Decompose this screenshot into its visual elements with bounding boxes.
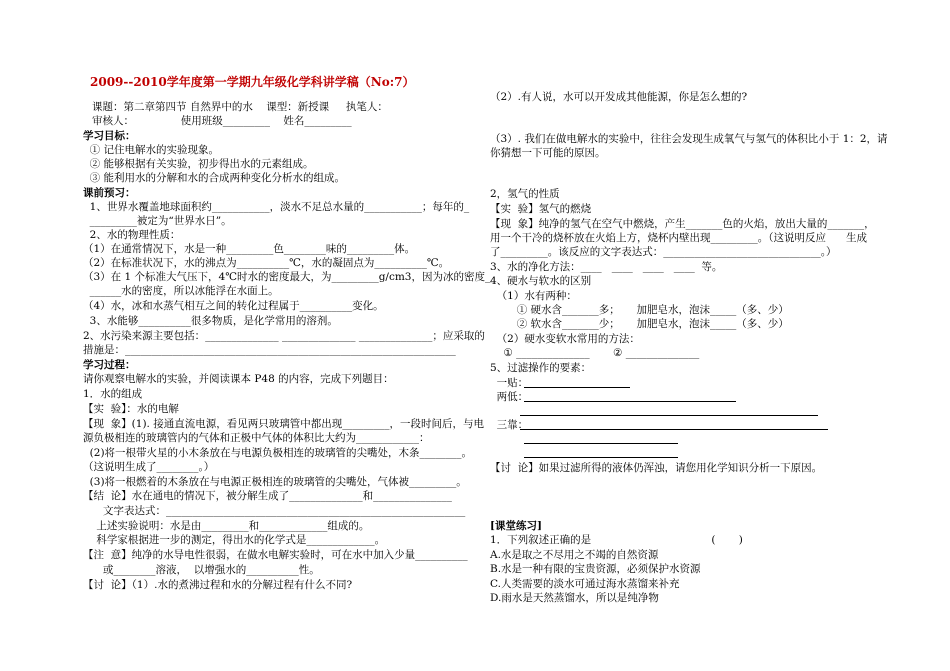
objective-item: ③ 能利用水的分解和水的合成两种变化分析水的组成。 [83,172,346,184]
preview-line: （1）在通常情况下，水是一种_________色________味的_________体。 [83,243,416,255]
process-line: 【讨 论】（1）.水的煮沸过程和水的分解过程有什么不同? [83,579,353,591]
preview-line: （3）在 1 个标准大气压下，4℃时水的密度最大，为_________g/cm3，因为冰的密度_ [83,271,491,283]
hard-soft-line: ① ______________ ② ______________ [490,347,700,359]
answer-line [520,429,828,430]
process-line: （这说明生成了________。） [83,461,215,473]
process-line: (3)将一根燃着的木条放在与电源正极相连的玻璃管的尖嘴处，气体被_________。 [83,476,467,488]
filtration-heading: 5、过滤操作的要素： [490,362,592,374]
process-line: 【注 意】纯净的水导电性很弱，在做水电解实验时，可在水中加入少量__________ [83,549,468,561]
preview-line: （4）水，冰和水蒸气相互之间的转化过程属于__________变化。 [83,300,384,312]
practice-question: 1．下列叙述正确的是 ( ) [490,534,743,546]
hard-soft-heading: 4、硬水与软水的区别 [490,275,592,287]
preview-line: ______水的密度，所以冰能浮在水面上。 [83,285,279,297]
preview-line: 2、水污染来源主要包括：______________ ______________ ______________；应采取的 [83,330,485,342]
practice-option: C.人类需要的淡水可通过海水蒸馏来补充 [490,578,680,590]
answer-line [524,457,678,458]
answer-line [520,415,818,416]
hydrogen-line: 用一个干冷的烧杯放在火焰上方，烧杯内壁出现_________。（这说明反应 生成 [490,232,868,244]
process-line: (2)将一根带火星的小木条放在与电源负极相连的玻璃管的尖嘴处，木条________。 [83,447,473,459]
process-line: 源负极相连的玻璃管内的气体和正极中气体的体积比大约为____________： [83,432,430,444]
preview-line: 措施是：_______________________________________________________________ [83,344,456,356]
process-line: 【实 验】：水的电解 [83,403,179,415]
lesson-info-line: 课题：第二章第四节 自然界中的水 课型：新授课 执笔人： [92,101,388,113]
hard-soft-line: ② 软水含_______少； 加肥皂水，泡沫_____（多、少） [490,318,789,330]
process-line: 文字表达式：_________________________________________________________ [83,505,466,517]
preview-line: 3、水能够__________很多物质，是化学常用的溶剂。 [83,315,338,327]
objective-item: ① 记住电解水的实验现象。 [83,144,220,156]
answer-line [524,401,736,402]
hard-soft-line: （1）水有两种： [490,290,577,302]
answer-line [524,387,630,388]
discussion-question: （2）.有人说，水可以开发成其他能源，你是怎么想的? [490,91,748,103]
process-line: 请你观察电解水的实验，并阅读课本 P48 的内容，完成下列题目： [83,373,394,385]
process-line: 1．水的组成 [83,388,143,400]
reviewer-line: 审核人： 使用班级_________ 姓名_________ [92,115,352,127]
process-line: 科学家根据进一步的测定，得出水的化学式是_____________。 [83,534,386,546]
section-heading-preview: 课前预习： [83,187,136,199]
process-line: 【结 论】水在通电的情况下，被分解生成了______________和_______________ [83,490,452,502]
filtration-discussion: 【讨 论】如果过滤所得的液体仍浑浊，请您用化学知识分析一下原因。 [490,462,823,474]
answer-line [524,443,678,444]
worksheet-title: 2009--2010学年度第一学期九年级化学科讲学稿（No:7） [90,75,415,89]
process-line: 或________溶液， 以增强水的__________性。 [83,564,320,576]
filtration-label: 一贴： [490,377,529,389]
practice-heading: [课堂练习] [490,520,542,532]
hard-soft-line: （2）硬水变软水常用的方法： [490,333,640,345]
hydrogen-line: 【现 象】纯净的氢气在空气中燃烧，产生_______色的火焰，放出大量的_______， [490,218,875,230]
process-line: 【现 象】(1). 接通直流电源，看见两只玻璃管中都出现_________，一段时间后，与电 [83,418,484,430]
practice-option: B.水是一种有限的宝贵资源，必须保护水资源 [490,563,701,575]
section-heading-process: 学习过程： [83,359,136,371]
hydrogen-line: 了_________。该反应的文字表达式：______________________________。） [490,246,837,258]
process-line: 上述实验说明：水是由_________和_____________组成的。 [83,520,370,532]
practice-option: A.水是取之不尽用之不竭的自然资源 [490,549,659,561]
discussion-question: （3）. 我们在做电解水的实验中，往往会发现生成氧气与氢气的体积比小于 1：2，请 [490,133,888,145]
preview-line: 2、水的物理性质： [83,229,181,241]
practice-option: D.雨水是天然蒸馏水，所以是纯净物 [490,592,659,604]
purification-line: 3、水的净化方法：____ ____ ____ ____ 等。 [490,261,723,273]
filtration-label: 三靠： [490,419,529,431]
section-heading-objectives: 学习目标： [83,130,136,142]
discussion-question: 你猜想一下可能的原因。 [490,147,606,159]
preview-line: _________被定为“世界水日”。 [83,215,232,227]
hydrogen-line: 【实 验】氢气的燃烧 [490,203,592,215]
preview-line: 1、世界水覆盖地球面积约___________，淡水不足总水量的___________；每年的_ [83,201,470,213]
objective-item: ② 能够根据有关实验，初步得出水的元素组成。 [83,158,314,170]
filtration-label: 两低： [490,391,529,403]
preview-line: （2）在标准状况下，水的沸点为__________℃，水的凝固点为__________℃。 [83,257,450,269]
hydrogen-heading: 2，氢气的性质 [490,188,560,200]
hard-soft-line: ① 硬水含_______多； 加肥皂水，泡沫_____（多、少） [490,304,789,316]
